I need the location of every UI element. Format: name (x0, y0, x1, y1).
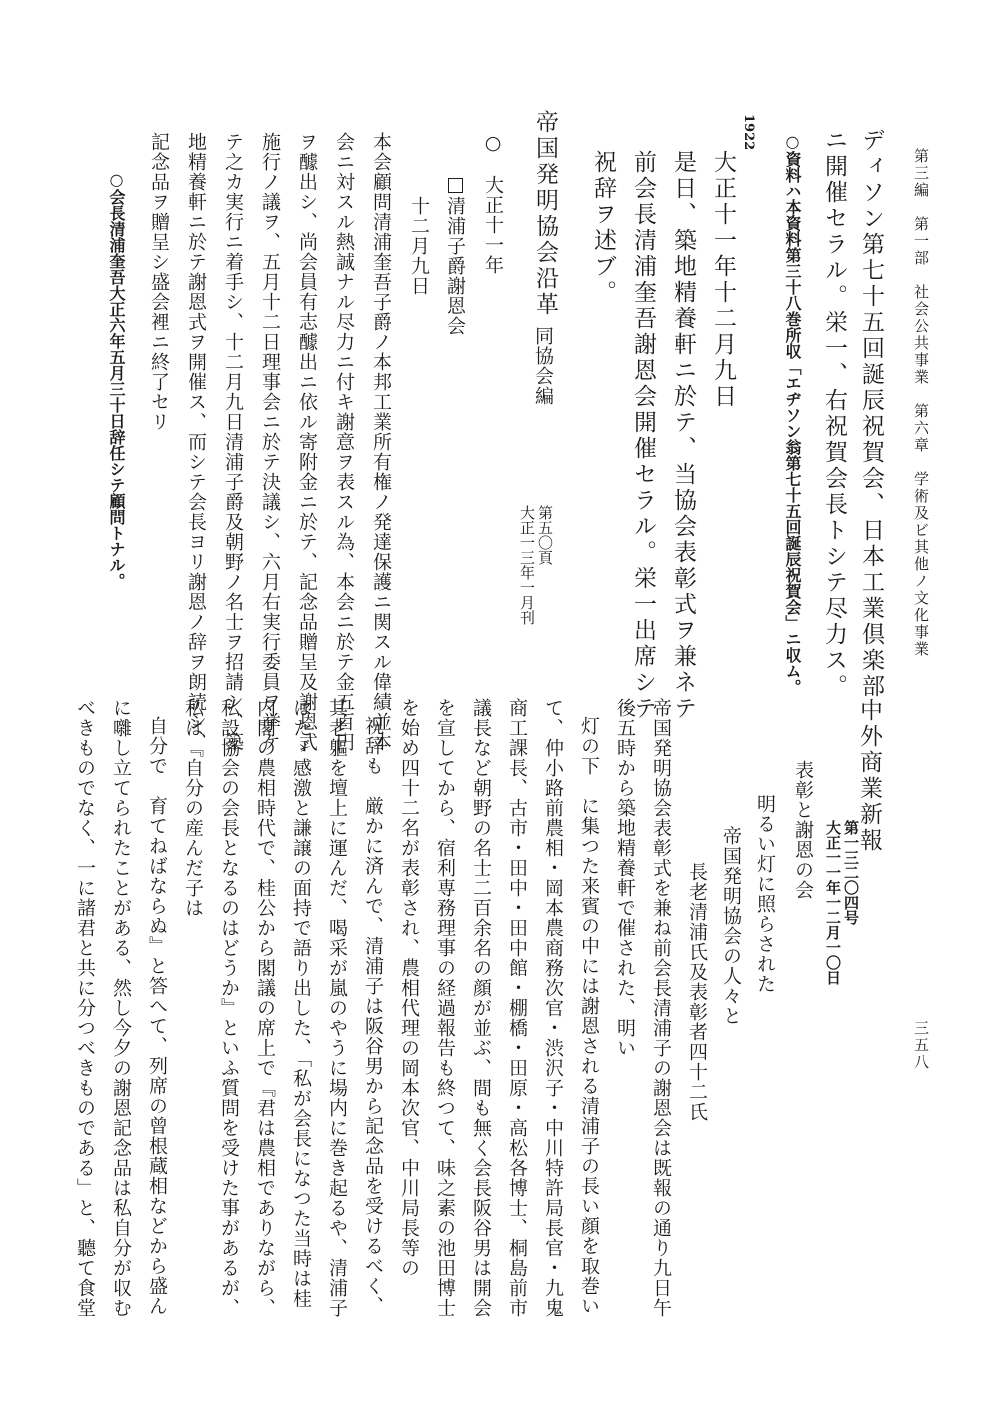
body-line-1: 本会顧問清浦奎吾子爵ノ本邦工業所有権ノ発達保護ニ関スル偉績並本 (370, 132, 392, 752)
article-line-11: はたゞ感激と謙譲の面持で語り出した、「私が会長になつた当時は桂 (290, 698, 312, 1309)
running-head: 第三編 第一部 社会公共事業 第六章 学術及ビ其他ノ文化事業 (912, 148, 930, 658)
body-line-5: テ之カ実行ニ着手シ、十二月九日清浦子爵及朝野ノ名士ヲ招請シ、築 (222, 132, 244, 752)
article-line-2: 後五時から築地精養軒で催された、明い (614, 698, 636, 1058)
sub-heading-text: 清浦子爵謝恩会 (444, 196, 466, 336)
article-line-1: 帝国発明協会表彰式を兼ね前会長清浦子の謝恩会は既報の通り九日午 (650, 698, 672, 1318)
intro-line-1: ディソン第七十五回誕辰祝賀会、日本工業倶楽部 (858, 128, 884, 700)
headline-3: 帝国発明協会の人々と (720, 826, 742, 1026)
box-mark-icon (448, 178, 463, 193)
body-line-2: 会ニ対スル熱誠ナル尽力ニ付キ謝意ヲ表スル為、本会ニ於テ金五百円 (333, 132, 355, 752)
intro-line-2: ニ開催セラル。栄一、右祝賀会長トシテ尽力ス。 (821, 128, 847, 700)
source-note: ○資料ハ本資料第三十八巻所収「エヂソン翁第七十五回誕辰祝賀会」ニ収ム。 (783, 132, 802, 695)
article-line-12: 内閣の農相時代で、桂公から閣議の席上で『君は農相でありながら、 (254, 698, 276, 1318)
article-line-6: 議長など朝野の名士二百余名の顔が並ぶ、間も無く会長阪谷男は開会 (470, 698, 492, 1318)
body-line-6: 地精養軒ニ於テ謝恩式ヲ開催ス、而シテ会長ヨリ謝恩ノ辞ヲ朗読シ、 (185, 132, 207, 752)
headline-1: 表彰と謝恩の会 (792, 760, 814, 900)
issue-date: 大正一一年一二月一〇日 (824, 820, 842, 985)
footnote: ○会長清浦奎吾大正六年五月三十日辞任シテ顧問トナル。 (107, 170, 126, 589)
body-line-7: 記念品ヲ贈呈シ盛会裡ニ終了セリ (148, 132, 170, 432)
article-line-8: を始め四十二名が表彰され、農相代理の岡本次官、中川局長等の (398, 698, 420, 1278)
headline-2: 明るい灯に照らされた (754, 794, 776, 994)
article-line-9: 祝辞も 厳かに済んで、清浦子は阪谷男から記念品を受けるべく、 (362, 716, 384, 1316)
article-line-7: を宣してから、宿利専務理事の経過報告も終つて、味之素の池田博士 (434, 698, 456, 1318)
date-line: 大正十一年十二月九日 (710, 150, 736, 410)
source-editor: 同協会編 (532, 326, 554, 406)
era-heading: ○ 大正十一年 (482, 132, 504, 275)
newspaper-title: 中外商業新報 (856, 698, 882, 854)
body-line-4: 施行ノ議ヲ、五月十二日理事会ニ於テ決議シ、六月右実行委員ヲ挙ケ (259, 132, 281, 752)
headline-4: 長老清浦氏及表彰者四十二氏 (686, 862, 708, 1122)
article-line-10: 其老軀を壇上に運んだ、喝采が嵐のやうに場内に巻き起るや、清浦子 (326, 698, 348, 1318)
event-line-2: 前会長清浦奎吾謝恩会開催セラル。栄一出席シテ (630, 150, 656, 722)
source-title: 帝国発明協会沿革 (532, 110, 558, 318)
article-line-16: に囃し立てられたことがある、然し今夕の謝恩記念品は私自分が収む (110, 698, 132, 1318)
sub-date: 十二月九日 (408, 196, 430, 296)
event-line-3: 祝辞ヲ述ブ。 (590, 150, 616, 306)
body-line-3: ヲ醵出シ、尚会員有志醵出ニ依ル寄附金ニ於テ、記念品贈呈及謝恩式 (296, 132, 318, 752)
article-line-17: べきものでなく、一に諸君と共に分つべきものである」と、聽て食堂 (74, 698, 96, 1318)
article-line-13: 私設協会の会長となるのはどうか』といふ質問を受けた事があるが、 (218, 698, 240, 1318)
source-pages: 第五〇頁 (536, 505, 554, 565)
page-number: 三五八 (912, 1020, 930, 1071)
article-line-15: 自分で 育てねばならぬ』と答へて、列席の曾根蔵相などから盛ん (146, 716, 168, 1316)
source-pub: 大正一三年一月刊 (518, 505, 536, 625)
event-line-1: 是日、築地精養軒ニ於テ、当協会表彰式ヲ兼ネテ (670, 150, 696, 722)
issue-no: 第一三二〇四号 (842, 820, 860, 925)
year-gloss: 1922 (741, 114, 756, 151)
sub-heading (445, 178, 464, 336)
article-line-5: 商工課長、古市・田中・田中館・棚橋・田原・高松各博士、桐島前市 (506, 698, 528, 1318)
article-line-3: 灯の下 に集つた来賓の中には謝恩される清浦子の長い顔を取巻い (578, 716, 600, 1316)
article-line-4: て、仲小路前農相・岡本農商務次官・渋沢子・中川特許局長官・九鬼 (542, 698, 564, 1318)
article-line-14: 私は『自分の産んだ子は (182, 698, 204, 918)
